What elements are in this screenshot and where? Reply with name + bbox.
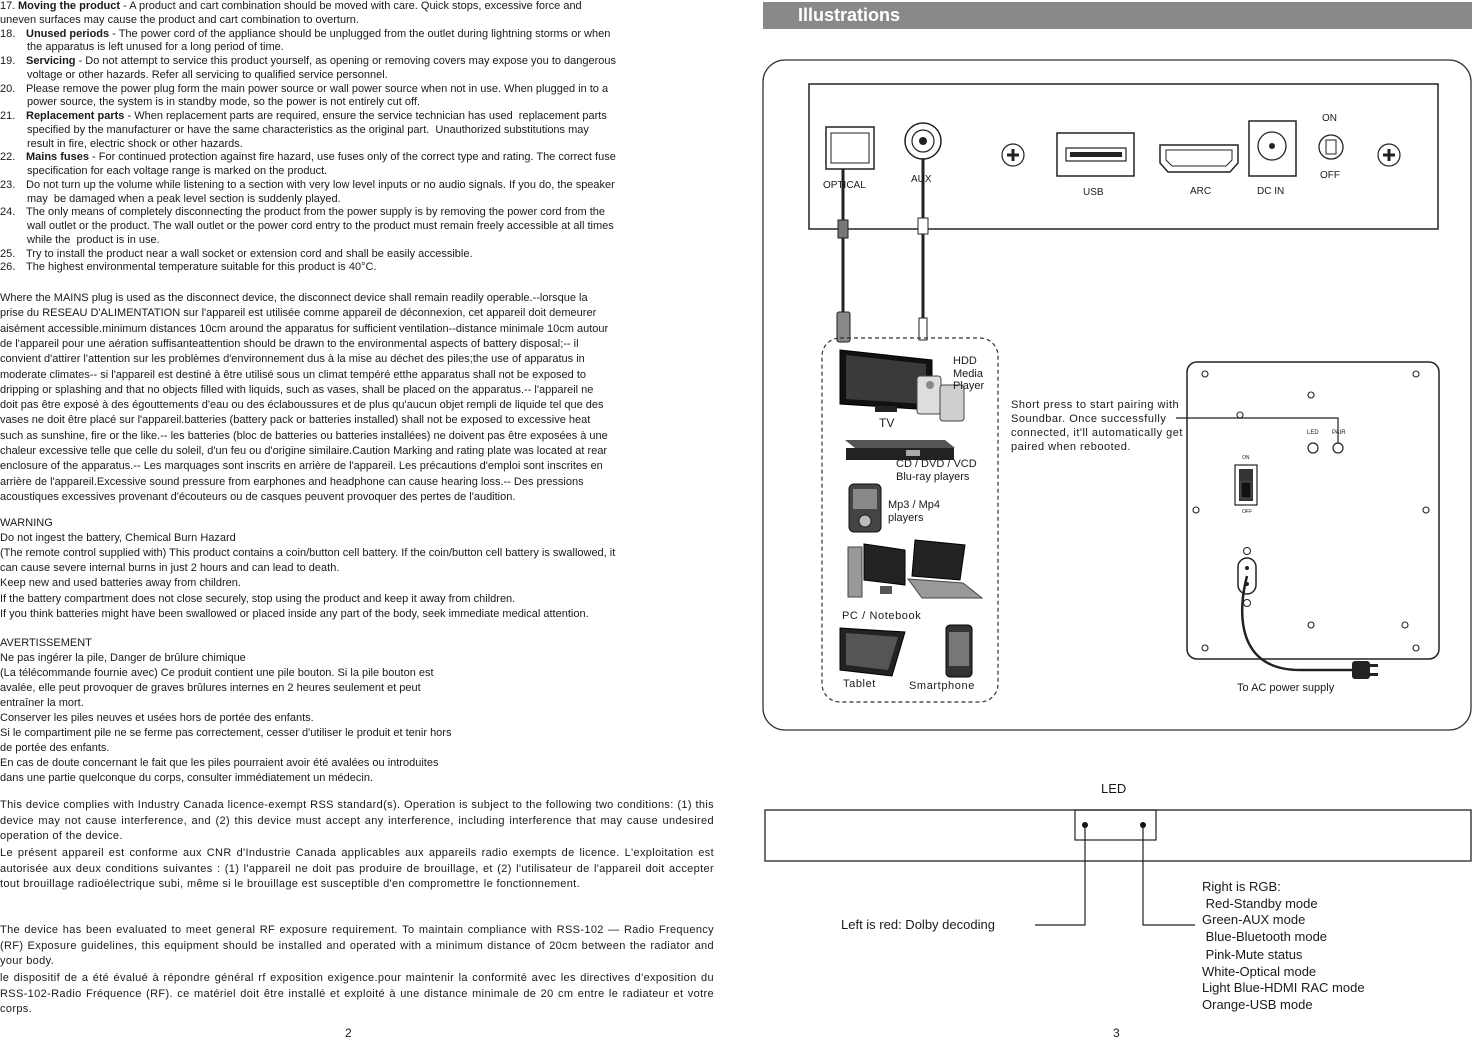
- ac-power-label: To AC power supply: [1237, 682, 1335, 694]
- mains-line: moderate climates-- si l'appareil est destiné à être utilisé sous un climat tempéré etthe apparatus shall not be exposed to: [0, 368, 587, 381]
- led-left-description: Left is red: Dolby decoding: [841, 917, 995, 932]
- avertissement-line: Si le compartiment pile ne se ferme pas correctement, cesser d'utiliser le produit et tenir hors: [0, 727, 452, 739]
- avertissement-line: entraîner la mort.: [0, 697, 84, 709]
- aux-port-icon: [905, 123, 941, 159]
- screw-icon: [1378, 144, 1400, 166]
- item-text: Please remove the power plug form the main power source or wall power source when not in use. When plugged in to a: [26, 82, 609, 95]
- avertissement-line: Ne pas ingérer la pile, Danger de brûlure chimique: [0, 652, 246, 664]
- avertissement-line: Conserver les piles neuves et usées hors de portée des enfants.: [0, 712, 314, 724]
- item-text: The only means of completely disconnecting the product from the power supply is by removing the power cord from the: [26, 206, 606, 219]
- aux-cable: [918, 159, 928, 340]
- avertissement-line: (La télécommande fournie avec) Ce produit contient une pile bouton. Si la pile bouton est: [0, 667, 434, 679]
- cd-dvd-label: CD / DVD / VCD Blu-ray players: [896, 458, 977, 483]
- mains-line: convient d'attirer l'attention sur les problèmes d'environnement dus à la mise au déchet des piles;the use of apparatus in: [0, 353, 585, 366]
- mains-line: prise du RESEAU D'ALIMENTATION sur l'appareil est utilisée comme appareil de déconnexion, cet appareil doit demeurer: [0, 307, 597, 320]
- item-number: 23.: [0, 178, 16, 191]
- optical-label: OPTICAL: [823, 180, 866, 191]
- item-text: - For continued protection against fire hazard, use fuses only of the correct type and rating. The correct fuse: [88, 151, 616, 164]
- panel-on-label: ON: [1242, 455, 1250, 461]
- panel-off-label: OFF: [1242, 509, 1252, 515]
- mains-line: arrière de l'appareil.Excessive sound pressure from earphones and headphone can cause hearing loss.-- Des pressions: [0, 475, 584, 488]
- warning-line: can cause severe internal burns in just 2 hours and can lead to death.: [0, 562, 340, 575]
- mains-line: doit pas être exposé à des égouttements d'eau ou des éclaboussures et de plus qu'aucun objet rempli de liquide tel que des: [0, 399, 604, 412]
- pc-notebook-label: PC / Notebook: [842, 610, 922, 622]
- mains-line: vases ne doit être placé sur l'appareil.batteries (battery pack or batteries installed) shall not be exposed to excessive heat: [0, 414, 591, 427]
- item-number: 19.: [0, 55, 16, 67]
- dc-in-port-icon: [1249, 121, 1296, 176]
- item-number: 17.: [0, 0, 16, 12]
- dvd-player-icon: [845, 440, 955, 460]
- item-number: 21.: [0, 110, 16, 122]
- mains-line: Where the MAINS plug is used as the disconnect device, the disconnect device shall remain readily operable.--lorsque la: [0, 292, 588, 304]
- led-section-title: LED: [1101, 781, 1127, 796]
- mains-line: acoustiques excessives provenant d'écouteurs ou de casques peuvent provoquer des pertes de l'audition.: [0, 490, 516, 503]
- led-indicator-icon: [1308, 443, 1318, 453]
- panel-pair-label: PAIR: [1332, 430, 1346, 436]
- item-text: Do not turn up the volume while listening to a section with very low level inputs or no audio signals. If you do, the speaker: [26, 178, 615, 191]
- screw-icon: [1002, 144, 1024, 166]
- item-text: - A product and cart combination should be moved with care. Quick stops, excessive force and: [120, 0, 582, 12]
- page-number-right: 3: [1113, 1026, 1120, 1040]
- warning-line: (The remote control supplied with) This product contains a coin/button cell battery. If the coin/button cell battery is swallowed, it: [0, 547, 616, 560]
- power-cord: [1242, 576, 1352, 670]
- led-rgb-line: Orange-USB mode: [1202, 996, 1313, 1012]
- item-heading: Replacement parts: [26, 110, 125, 122]
- item-text: result in fire, electric shock or other hazards.: [27, 137, 243, 150]
- item-text: while the product is in use.: [27, 233, 160, 246]
- panel-screws: [1193, 371, 1429, 651]
- item-text: - Do not attempt to service this product yourself, as opening or removing covers may expose you to dangerous: [75, 55, 617, 67]
- item-heading: Moving the product: [18, 0, 121, 12]
- mains-line: de l'appareil pour une aération suffisanteattention should be drawn to the environmental aspects of battery disposal;-- il: [0, 337, 579, 350]
- led-rgb-line: White-Optical mode: [1202, 963, 1317, 979]
- avertissement-line: de portée des enfants.: [0, 742, 110, 754]
- item-number: 24.: [0, 206, 16, 219]
- item-text: specified by the manufacturer or have the same characteristics as the original part. Unauthorized substitutions may: [27, 123, 589, 136]
- item-number: 18.: [0, 27, 16, 40]
- tablet-icon: [840, 628, 905, 676]
- hdmi-arc-port-icon: [1160, 145, 1238, 172]
- led-rgb-line: Red-Standby mode: [1202, 895, 1318, 911]
- item-number: 26.: [0, 261, 16, 274]
- item-text: - When replacement parts are required, ensure the service technician has used replacement parts: [124, 110, 607, 122]
- optical-cable: [837, 169, 850, 342]
- avertissement-line: avalée, elle peut provoquer de graves brûlures internes en 2 heures seulement et peut: [0, 682, 421, 694]
- led-rgb-line: Right is RGB:: [1202, 879, 1281, 894]
- item-text: the apparatus is left unused for a long period of time.: [27, 41, 284, 54]
- warning-line: Do not ingest the battery, Chemical Burn Hazard: [0, 532, 236, 545]
- warning-line: WARNING: [0, 517, 53, 529]
- power-switch-icon: [1319, 135, 1343, 159]
- item-text: Try to install the product near a wall socket or extension cord and shall be easily accessible.: [26, 247, 473, 260]
- mp3-label: Mp3 / Mp4 players: [888, 499, 940, 524]
- mains-line: dripping or splashing and that no objects filled with liquids, such as vases, shall be placed on the apparatus.-- l'appareil ne: [0, 383, 594, 396]
- panel-led-label: LED: [1307, 430, 1319, 436]
- arc-label: ARC: [1190, 186, 1212, 197]
- item-text: - The power cord of the appliance should be unplugged from the outlet during lightning storms or when: [109, 27, 611, 40]
- led-rgb-line: Blue-Bluetooth mode: [1202, 928, 1328, 944]
- mains-line: such as sunshine, fire or the like.-- les batteries (bloc de batteries ou batteries installées) ne doivent pas être exposées à une: [0, 429, 608, 442]
- tablet-label: Tablet: [843, 678, 876, 690]
- notebook-icon: [908, 540, 982, 598]
- avertissement-line: En cas de doute concernant le fait que les piles pourraient avoir été avalées ou introduites: [0, 757, 439, 769]
- page-title: Illustrations: [798, 5, 901, 25]
- item-number: 20.: [0, 82, 16, 95]
- item-text: The highest environmental temperature suitable for this product is 40°C.: [26, 261, 377, 274]
- item-text: uneven surfaces may cause the product and cart combination to overturn.: [0, 13, 359, 26]
- smartphone-icon: [946, 625, 972, 677]
- rocker-switch-icon: [1235, 465, 1257, 505]
- aux-label: AUX: [911, 174, 932, 185]
- rf-statement-fr: le dispositif de a été évalué à répondre général rf exposition exigence.pour maintenir la conformité avec les directives d'exposition du RSS-102-Radio Fréquence (RF). ce matériel doit être installé et exploité à une distance minimale de 20 cm entre le radiateur et votre corps.: [0, 972, 714, 1015]
- pairing-note: Short press to start pairing with Soundbar. Once successfully connected, it'll automatically get paired when rebooted.: [1011, 399, 1183, 453]
- ic-statement-en: This device complies with Industry Canada licence-exempt RSS standard(s). Operation is subject to the following two conditions: (1) this device may not cause interference, and (2) this device must accept any interference, including interference that may cause undesired operation of the device.: [0, 799, 714, 842]
- item-text: voltage or other hazards. Refer all servicing to qualified service personnel.: [27, 68, 388, 81]
- dc-in-label: DC IN: [1257, 186, 1285, 197]
- item-text: wall outlet or the product. The wall outlet or the power cord entry to the product must remain freely accessible at all times: [27, 220, 614, 232]
- optical-port-icon: [826, 127, 874, 169]
- led-rgb-line: Pink-Mute status: [1202, 947, 1303, 962]
- led-rgb-line: Green-AUX mode: [1202, 912, 1306, 927]
- item-text: specification for each voltage range is marked on the product.: [27, 165, 328, 177]
- avertissement-line: dans une partie quelconque du corps, consulter immédiatement un médecin.: [0, 772, 374, 784]
- led-rgb-line: Light Blue-HDMI RAC mode: [1202, 980, 1365, 995]
- item-text: power source, the system is in standby mode, so the power is not entirely cut off.: [27, 96, 420, 109]
- hdd-label: HDD Media Player: [953, 355, 985, 392]
- page-number-left: 2: [345, 1026, 352, 1040]
- item-number: 22.: [0, 151, 16, 164]
- avertissement-line: AVERTISSEMENT: [0, 637, 92, 649]
- desktop-pc-icon: [848, 544, 905, 597]
- item-heading: Mains fuses: [26, 151, 89, 164]
- item-heading: Unused periods: [26, 27, 110, 40]
- mains-line: enclosure of the apparatus.-- Les marquages sont inscrits en arrière de l'appareil. Les précautions d'emploi sont inscrites en: [0, 460, 603, 473]
- led-bar-outline: [765, 810, 1471, 861]
- rf-statement-en: The device has been evaluated to meet general RF exposure requirement. To maintain compliance with RSS-102 — Radio Frequency (RF) Exposure guidelines, this equipment should be installed and operated with a minimum distance of 20cm between the radiator and your body.: [0, 924, 714, 967]
- usb-label: USB: [1083, 187, 1104, 198]
- mp3-player-icon: [849, 484, 881, 532]
- led-right-description: [1202, 879, 1365, 1013]
- rear-panel: [1187, 362, 1439, 659]
- switch-on-label: ON: [1322, 113, 1337, 124]
- power-plug-icon: [1352, 661, 1378, 679]
- warning-line: If you think batteries might have been swallowed or placed inside any part of the body, seek immediate medical attention.: [0, 607, 589, 620]
- warning-line: If the battery compartment does not close securely, stop using the product and keep it away from children.: [0, 592, 516, 605]
- item-text: may be damaged when a peak level section is suddenly played.: [27, 192, 341, 205]
- ic-statement-fr: Le présent appareil est conforme aux CNR d'Industrie Canada applicables aux appareils radio exempts de licence. L'exploitation est autorisée aux deux conditions suivantes : (1) l'appareil ne doit pas produire de brouillage, et (2) l'utilisateur de l'appareil doit accepter tout brouillage radioélectrique subi, même si le brouillage est susceptible d'en compromettre le fonctionnement.: [0, 847, 714, 890]
- smartphone-label: Smartphone: [909, 680, 975, 692]
- item-number: 25.: [0, 247, 16, 260]
- warning-line: Keep new and used batteries away from children.: [0, 577, 241, 590]
- switch-off-label: OFF: [1320, 170, 1340, 181]
- tv-label: TV: [879, 416, 895, 430]
- item-heading: Servicing: [26, 55, 76, 67]
- usb-port-icon: [1057, 133, 1134, 176]
- pair-button-icon: [1333, 443, 1343, 453]
- mains-line: aisément accessible.minimum distances 10cm around the apparatus for sufficient ventilation--distance minimale 10cm autour: [0, 322, 609, 335]
- mains-line: chaleur excessive telle que celle du soleil, d'un feu ou d'origine similaire.Caution Marking and rating plate was located at rear: [0, 445, 608, 457]
